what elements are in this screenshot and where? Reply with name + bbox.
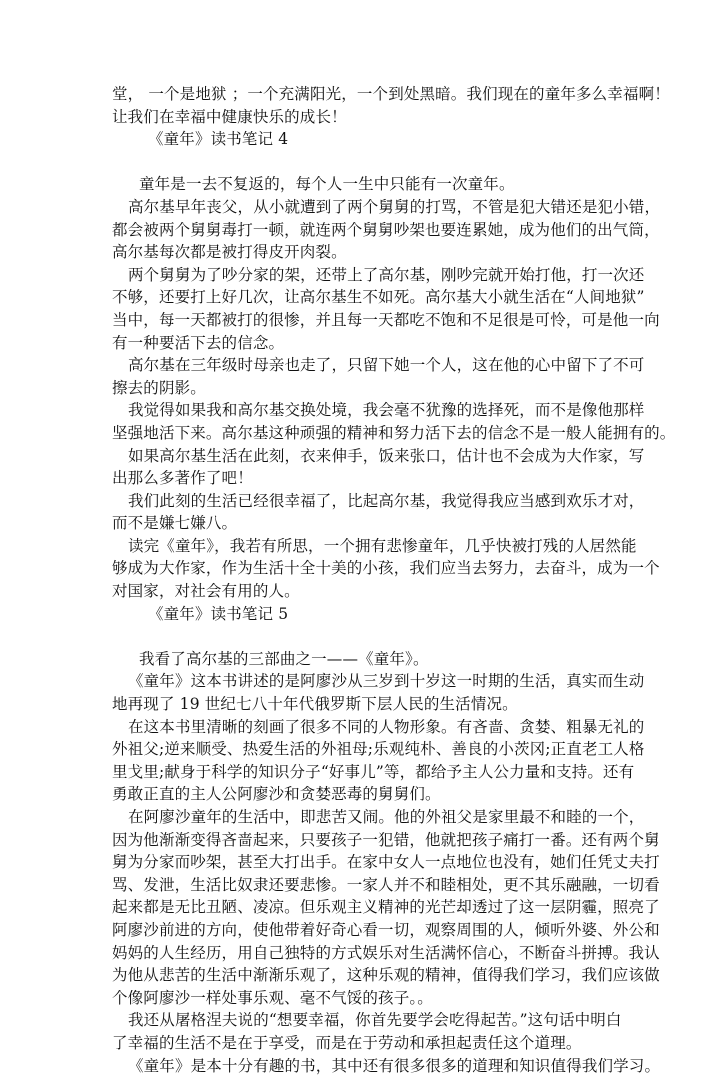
paragraph-line: 因为他渐渐变得吝啬起来，只要孩子一犯错，他就把孩子痛打一番。还有两个舅 [112, 830, 660, 849]
paragraph-line: 读完《童年》，我若有所思，一个拥有悲惨童年，几乎快被打残的人居然能 [128, 536, 637, 555]
paragraph-line: 擦去的阴影。 [112, 378, 206, 397]
paragraph-line: 我觉得如果我和高尔基交换处境，我会毫不犹豫的选择死，而不是像他那样 [128, 401, 645, 420]
paragraph-line: 在阿廖沙童年的生活中，即悲苦又闹。他的外祖父是家里最不和睦的一个， [128, 808, 645, 826]
paragraph-line: 堂， 一个是地狱 ；一个充满阳光，一个到处黑暗。我们现在的童年多么幸福啊！ [112, 85, 670, 103]
paragraph-line: 坚强地活下来。高尔基这种顽强的精神和努力活下去的信念不是一般人能拥有的。 [112, 423, 676, 442]
paragraph-line: 够成为大作家，作为生活十全十美的小孩，我们应当去努力，去奋斗，成为一个 [112, 559, 660, 578]
paragraph-line: 了幸福的生活不是在于享受，而是在于劳动和承担起责任这个道理。 [112, 1033, 582, 1052]
paragraph-line: 勇敢正直的主人公阿廖沙和贪婪恶毒的舅舅们。 [112, 785, 441, 804]
paragraph-line: 当中，每一天都被打的很惨，并且每一天都吃不饱和不足很是可怜，可是他一向 [112, 310, 660, 329]
paragraph-line: 《童年》是本十分有趣的书，其中还有很多很多的道理和知识值得我们学习。 [128, 1056, 661, 1075]
paragraph-line: 两个舅舅为了吵分家的架，还带上了高尔基，刚吵完就开始打他，打一次还 [128, 265, 645, 284]
paragraph-line: 童年是一去不复返的，每个人一生中只能有一次童年。 [139, 175, 515, 194]
blank-line [112, 151, 624, 174]
document-page [112, 83, 676, 1077]
paragraph-line: 有一种要活下去的信念。 [112, 333, 285, 352]
paragraph-line: 我看了高尔基的三部曲之一——《童年》。 [139, 649, 429, 668]
paragraph-line: 个像阿廖沙一样处事乐观、毫不气馁的孩子。。 [112, 988, 433, 1007]
paragraph-line: 妈妈的人生经历，用自己独特的方式娱乐对生活满怀信心，不断奋斗拼搏。我认 [112, 943, 660, 962]
section-heading: 《童年》读书笔记 5 [148, 604, 289, 623]
paragraph-line: 起来都是无比丑陋、凌凉。但乐观主义精神的光芒却透过了这一层阴霾，照亮了 [112, 898, 660, 917]
paragraph-line: 出那么多著作了吧！ [112, 469, 253, 488]
paragraph-line: 外祖父;逆来顺受、热爱生活的外祖母;乐观纯朴、善良的小茨冈;正直老工人格 [112, 740, 645, 759]
paragraph-line: 舅为分家而吵架，甚至大打出手。在家中女人一点地位也没有，她们任凭丈夫打 [112, 853, 660, 872]
paragraph-line: 都会被两个舅舅毒打一顿，就连两个舅舅吵架也要连累她，成为他们的出气筒， [112, 220, 660, 239]
blank-line [112, 625, 624, 648]
paragraph-line: 让我们在幸福中健康快乐的成长！ [112, 107, 347, 126]
paragraph-line: 在这本书里清晰的刻画了很多不同的人物形象。有吝啬、贪婪、粗暴无礼的 [128, 717, 645, 736]
paragraph-line: 高尔基在三年级时母亲也走了，只留下她一个人，这在他的心中留下了不可 [128, 356, 645, 375]
paragraph-line: 而不是嫌七嫌八。 [112, 514, 238, 533]
paragraph-line: 我还从屠格涅夫说的“想要幸福，你首先要学会吃得起苦。”这句话中明白 [128, 1011, 622, 1030]
paragraph-line: 骂、发泄，生活比奴隶还要悲惨。一家人并不和睦相处，更不其乐融融，一切看 [112, 875, 660, 894]
section-heading: 《童年》读书笔记 4 [148, 130, 289, 149]
paragraph-line: 对国家，对社会有用的人。 [112, 582, 300, 601]
paragraph-line: 里戈里;献身于科学的知识分子“好事儿”等，都给予主人公力量和支持。还有 [112, 762, 635, 781]
paragraph-line: 高尔基早年丧父，从小就遭到了两个舅舅的打骂，不管是犯大错还是犯小错， [128, 197, 661, 216]
paragraph-line: 高尔基每次都是被打得皮开肉裂。 [112, 243, 347, 262]
paragraph-line: 地再现了 19 世纪七八十年代俄罗斯下层人民的生活情况。 [112, 695, 518, 714]
paragraph-line: 为他从悲苦的生活中渐渐乐观了，这种乐观的精神，值得我们学习，我们应该做 [112, 966, 660, 985]
paragraph-line: 《童年》这本书讲述的是阿廖沙从三岁到十岁这一时期的生活，真实而生动 [128, 672, 645, 691]
paragraph-line: 如果高尔基生活在此刻，衣来伸手，饭来张口，估计也不会成为大作家，写 [128, 446, 645, 465]
paragraph-line: 阿廖沙前进的方向，使他带着好奇心看一切，观察周围的人，倾听外婆、外公和 [112, 920, 660, 939]
paragraph-line: 我们此刻的生活已经很幸福了，比起高尔基，我觉得我应当感到欢乐才对， [128, 491, 645, 510]
paragraph-line: 不够，还要打上好几次，让高尔基生不如死。高尔基大小就生活在“人间地狱” [112, 288, 645, 307]
